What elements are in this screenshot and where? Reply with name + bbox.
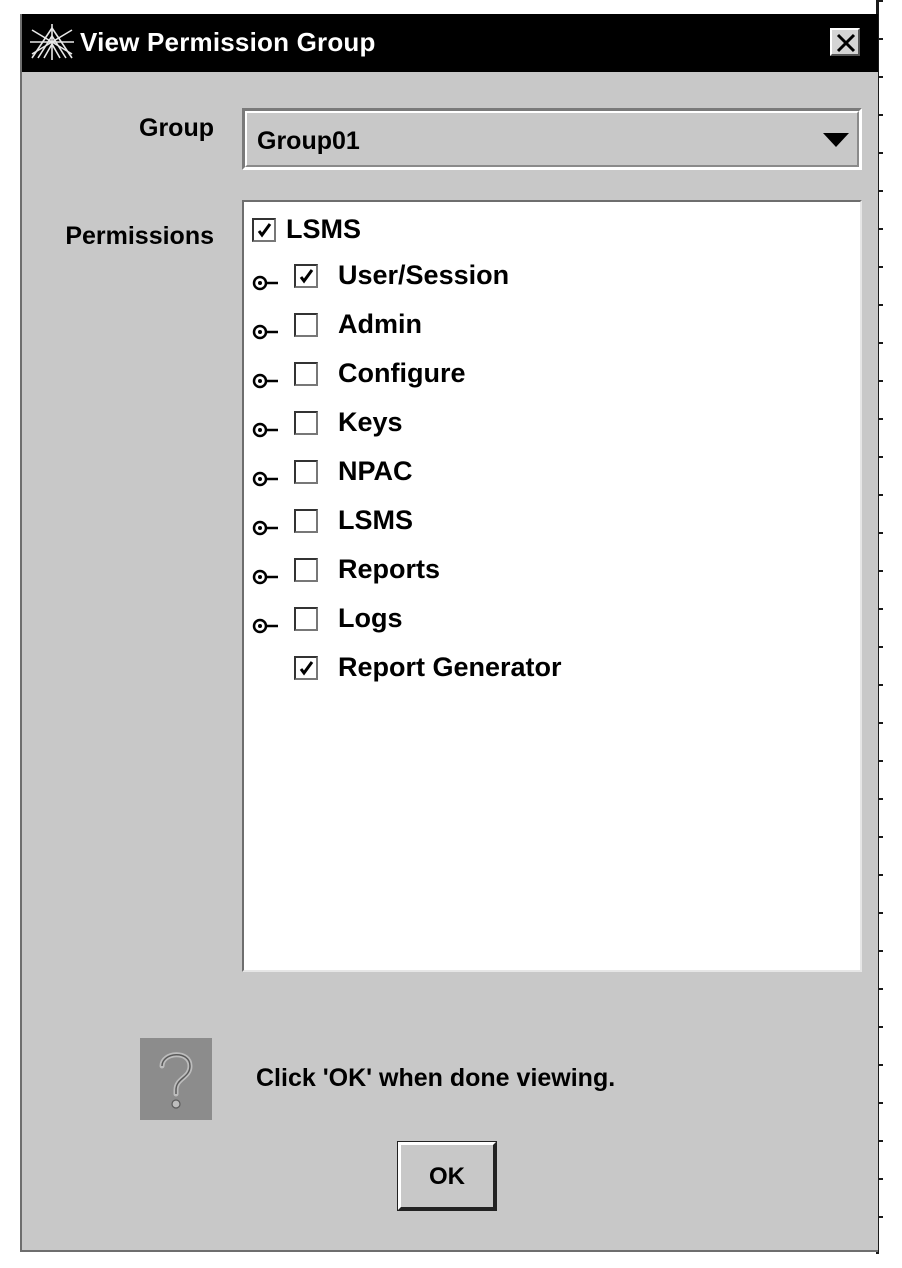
expand-handle-icon[interactable] xyxy=(252,366,282,384)
view-permission-group-dialog xyxy=(20,14,878,1252)
window-title: View Permission Group xyxy=(80,27,376,57)
chevron-down-icon[interactable] xyxy=(823,133,849,149)
tree-item-label: Keys xyxy=(338,407,403,437)
question-mark-icon xyxy=(140,1038,212,1120)
ok-button-label: OK xyxy=(429,1163,465,1190)
expand-handle-icon[interactable] xyxy=(252,611,282,629)
tree-root-lsms[interactable] xyxy=(250,214,450,248)
tree-item-label: User/Session xyxy=(338,260,510,290)
check-icon xyxy=(255,221,273,239)
ok-button[interactable] xyxy=(398,1142,496,1210)
permissions-label: Permissions xyxy=(65,222,214,250)
permissions-tree[interactable] xyxy=(242,200,862,972)
tree-item-label: Admin xyxy=(338,309,422,339)
tree-item[interactable] xyxy=(252,407,812,441)
expand-handle-icon[interactable] xyxy=(252,268,282,286)
window-edge-ticks xyxy=(879,0,883,1254)
tree-item[interactable] xyxy=(252,358,812,392)
group-select-value: Group01 xyxy=(257,127,360,155)
check-icon xyxy=(297,659,315,677)
close-button[interactable] xyxy=(830,28,860,56)
expand-handle-icon[interactable] xyxy=(252,464,282,482)
tree-item-label: NPAC xyxy=(338,456,413,486)
tree-item[interactable] xyxy=(252,309,812,343)
checkbox[interactable] xyxy=(294,313,318,337)
checkbox[interactable] xyxy=(294,460,318,484)
tree-item-label: Logs xyxy=(338,603,403,633)
tree-item[interactable] xyxy=(252,554,812,588)
checkbox[interactable] xyxy=(294,264,318,288)
checkbox[interactable] xyxy=(294,411,318,435)
group-label: Group xyxy=(139,114,214,142)
checkbox[interactable] xyxy=(294,362,318,386)
checkbox[interactable] xyxy=(294,656,318,680)
close-icon xyxy=(835,32,857,54)
tree-item[interactable] xyxy=(252,652,812,686)
checkbox[interactable] xyxy=(294,509,318,533)
instruction-message: Click 'OK' when done viewing. xyxy=(256,1064,616,1092)
checkbox-root[interactable] xyxy=(252,218,276,242)
expand-handle-icon[interactable] xyxy=(252,513,282,531)
expand-handle-icon[interactable] xyxy=(252,562,282,580)
title-bar[interactable] xyxy=(22,14,878,72)
expand-handle-icon[interactable] xyxy=(252,415,282,433)
checkbox[interactable] xyxy=(294,607,318,631)
tree-item-label: Report Generator xyxy=(338,652,562,682)
checkbox[interactable] xyxy=(294,558,318,582)
tree-item[interactable] xyxy=(252,505,812,539)
java-cup-icon xyxy=(30,24,74,60)
tree-item-label: Configure xyxy=(338,358,466,388)
tree-root-label: LSMS xyxy=(286,214,362,244)
expand-handle-icon[interactable] xyxy=(252,317,282,335)
check-icon xyxy=(297,267,315,285)
group-select-frame xyxy=(245,111,859,167)
tree-item-label: LSMS xyxy=(338,505,414,535)
tree-item[interactable] xyxy=(252,456,812,490)
tree-item[interactable] xyxy=(252,603,812,637)
group-select[interactable] xyxy=(242,108,862,170)
tree-item-label: Reports xyxy=(338,554,441,584)
tree-item[interactable] xyxy=(252,260,812,294)
